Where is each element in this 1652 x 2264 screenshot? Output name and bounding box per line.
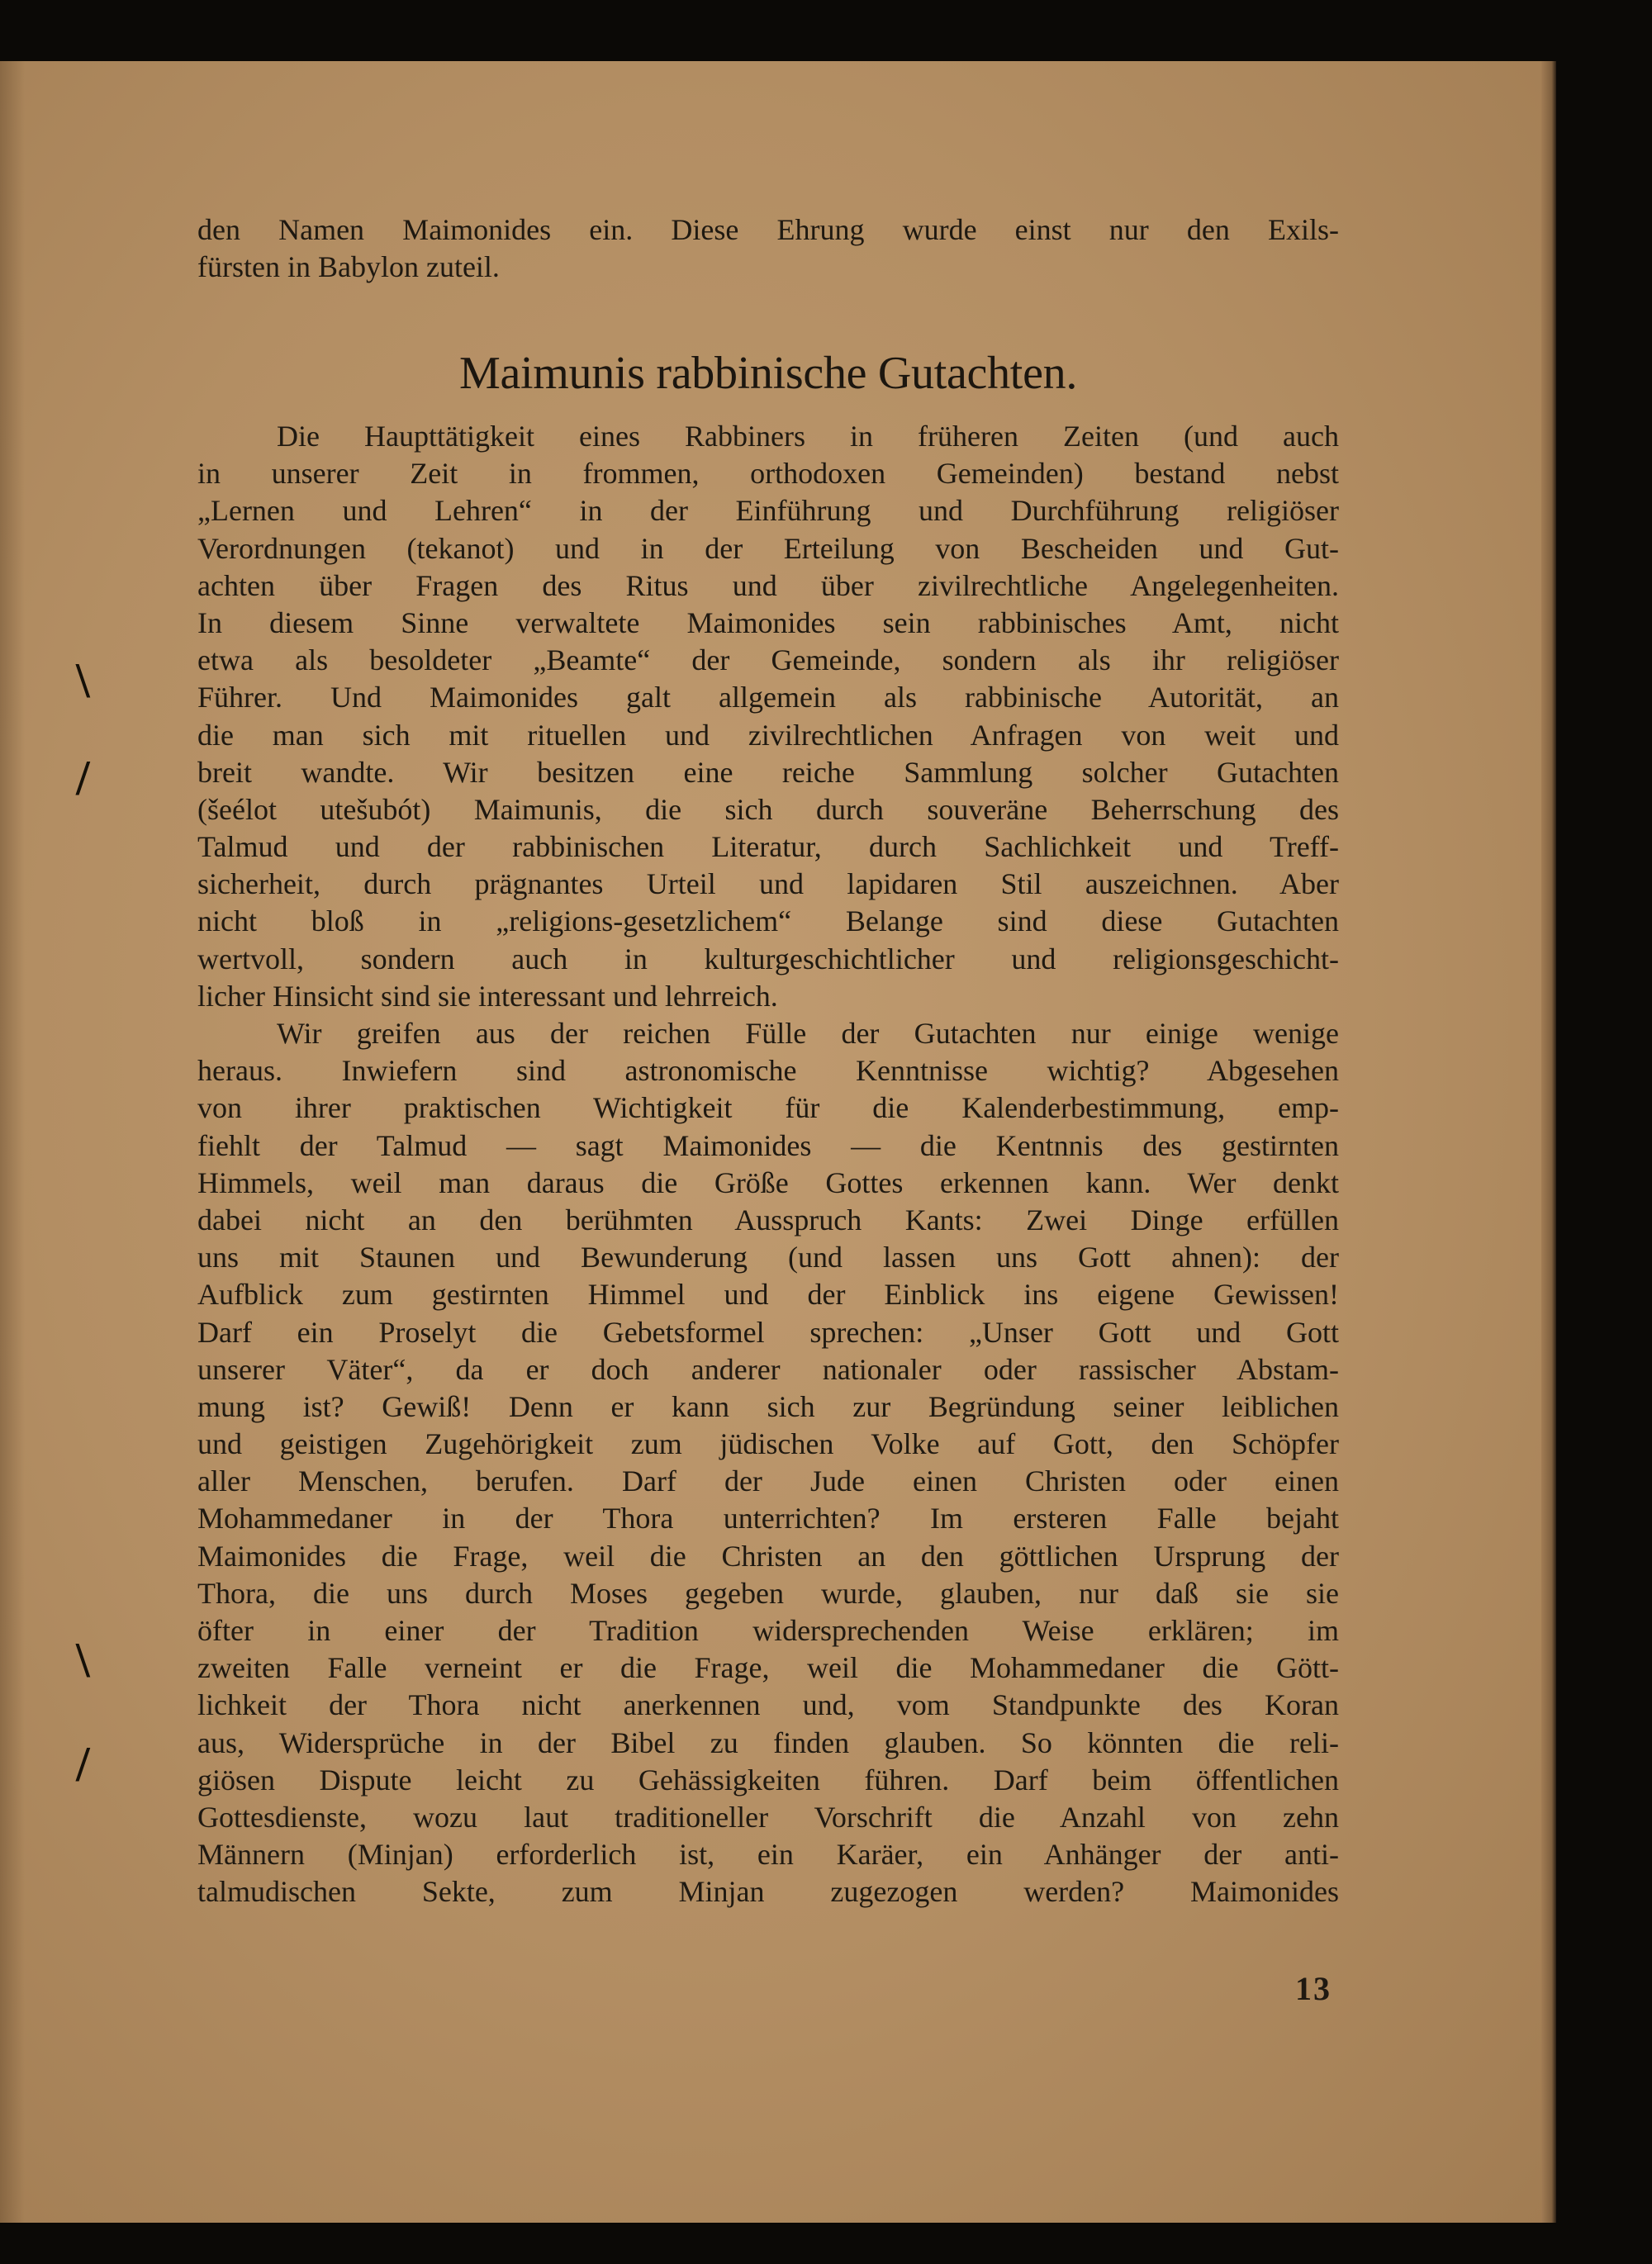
page-number: 13 [1295, 1970, 1332, 2007]
text-line: den Namen Maimonides ein. Diese Ehrung wurde einst nur den Exils- [197, 213, 1339, 246]
text-line: unserer Väter“, da er doch anderer nationaler oder rassischer Abstam- [197, 1352, 1339, 1386]
text-line: breit wandte. Wir besitzen eine reiche Sammlung solcher Gutachten [197, 755, 1339, 789]
page-right-edge [1541, 61, 1556, 2223]
text-line: „Lernen und Lehren“ in der Einführung und Durchführung religiöser [197, 494, 1339, 528]
top-continuation [197, 211, 1339, 286]
text-line: Verordnungen (tekanot) und in der Erteilung von Bescheiden und Gut- [197, 531, 1339, 565]
text-line: nicht bloß in „religions-gesetzlichem“ Belange sind diese Gutachten [197, 904, 1339, 938]
text-line: Maimonides die Frage, weil die Christen an den göttlichen Ursprung der [197, 1539, 1339, 1573]
text-line: Aufblick zum gestirnten Himmel und der Einblick ins eigene Gewissen! [197, 1278, 1339, 1312]
section-heading: Maimunis rabbinische Gutachten. [458, 348, 1078, 399]
text-line: Die Haupttätigkeit eines Rabbiners in früheren Zeiten (und auch [277, 420, 1339, 453]
text-line: dabei nicht an den berühmten Ausspruch Kants: Zwei Dinge erfüllen [197, 1203, 1339, 1236]
text-line: In diesem Sinne verwaltete Maimonides sein rabbinisches Amt, nicht [197, 605, 1339, 639]
text-line: lichkeit der Thora nicht anerkennen und, vom Standpunkte des Koran [197, 1688, 1339, 1722]
text-line: talmudischen Sekte, zum Minjan zugezogen werden? Maimonides [197, 1875, 1339, 1909]
text-line: licher Hinsicht sind sie interessant und lehrreich. [197, 979, 778, 1013]
text-line: Talmud und der rabbinischen Literatur, durch Sachlichkeit und Treff- [197, 830, 1339, 864]
text-line: (šeélot utešubót) Maimunis, die sich durch souveräne Beherrschung des [197, 792, 1339, 826]
text-line: wertvoll, sondern auch in kulturgeschichtlicher und religionsgeschicht- [197, 942, 1339, 975]
text-line: in unserer Zeit in frommen, orthodoxen Gemeinden) bestand nebst [197, 457, 1339, 491]
text-line: Himmels, weil man daraus die Größe Gottes erkennen kann. Wer denkt [197, 1165, 1339, 1199]
text-line: fürsten in Babylon zuteil. [197, 250, 500, 284]
text-line: Darf ein Proselyt die Gebetsformel sprechen: „Unser Gott und Gott [197, 1315, 1339, 1349]
body-text [197, 418, 1339, 1911]
margin-mark-upper-2: / [76, 751, 90, 805]
text-line: Gottesdienste, wozu laut traditioneller Vorschrift die Anzahl von zehn [197, 1800, 1339, 1834]
text-line: fiehlt der Talmud — sagt Maimonides — die Kentnnis des gestirnten [197, 1128, 1339, 1162]
text-line: aus, Widersprüche in der Bibel zu finden glauben. So könnten die reli- [197, 1725, 1339, 1759]
text-line: sicherheit, durch prägnantes Urteil und lapidaren Stil auszeichnen. Aber [197, 867, 1339, 901]
text-line: und geistigen Zugehörigkeit zum jüdischen Volke auf Gott, den Schöpfer [197, 1427, 1339, 1461]
text-line: etwa als besoldeter „Beamte“ der Gemeinde, sondern als ihr religiöser [197, 643, 1339, 677]
text-line: öfter in einer der Tradition widersprechenden Weise erklären; im [197, 1614, 1339, 1647]
text-line: Führer. Und Maimonides galt allgemein als rabbinische Autorität, an [197, 681, 1339, 714]
text-line: Männern (Minjan) erforderlich ist, ein Karäer, ein Anhänger der anti- [197, 1838, 1339, 1872]
text-line: die man sich mit rituellen und zivilrechtlichen Anfragen von weit und [197, 718, 1339, 752]
text-line: achten über Fragen des Ritus und über zivilrechtliche Angelegenheiten. [197, 568, 1339, 602]
text-line: aller Menschen, berufen. Darf der Jude einen Christen oder einen [197, 1464, 1339, 1498]
text-line: Wir greifen aus der reichen Fülle der Gutachten nur einige wenige [277, 1017, 1339, 1050]
margin-mark-lower-1: \ [76, 1633, 90, 1687]
text-line: zweiten Falle verneint er die Frage, weil die Mohammedaner die Gött- [197, 1651, 1339, 1685]
page-edge-shadow [0, 61, 25, 2223]
margin-mark-lower-2: / [76, 1737, 90, 1792]
text-line: giösen Dispute leicht zu Gehässigkeiten führen. Darf beim öffentlichen [197, 1763, 1339, 1796]
text-line: Thora, die uns durch Moses gegeben wurde, glauben, nur daß sie sie [197, 1576, 1339, 1610]
text-line: von ihrer praktischen Wichtigkeit für die Kalenderbestimmung, emp- [197, 1091, 1339, 1125]
text-line: uns mit Staunen und Bewunderung (und lassen uns Gott ahnen): der [197, 1241, 1339, 1274]
text-line: heraus. Inwiefern sind astronomische Kenntnisse wichtig? Abgesehen [197, 1054, 1339, 1088]
margin-mark-upper-1: \ [76, 653, 90, 708]
text-line: Mohammedaner in der Thora unterrichten? Im ersteren Falle bejaht [197, 1502, 1339, 1535]
text-line: mung ist? Gewiß! Denn er kann sich zur Begründung seiner leiblichen [197, 1389, 1339, 1423]
